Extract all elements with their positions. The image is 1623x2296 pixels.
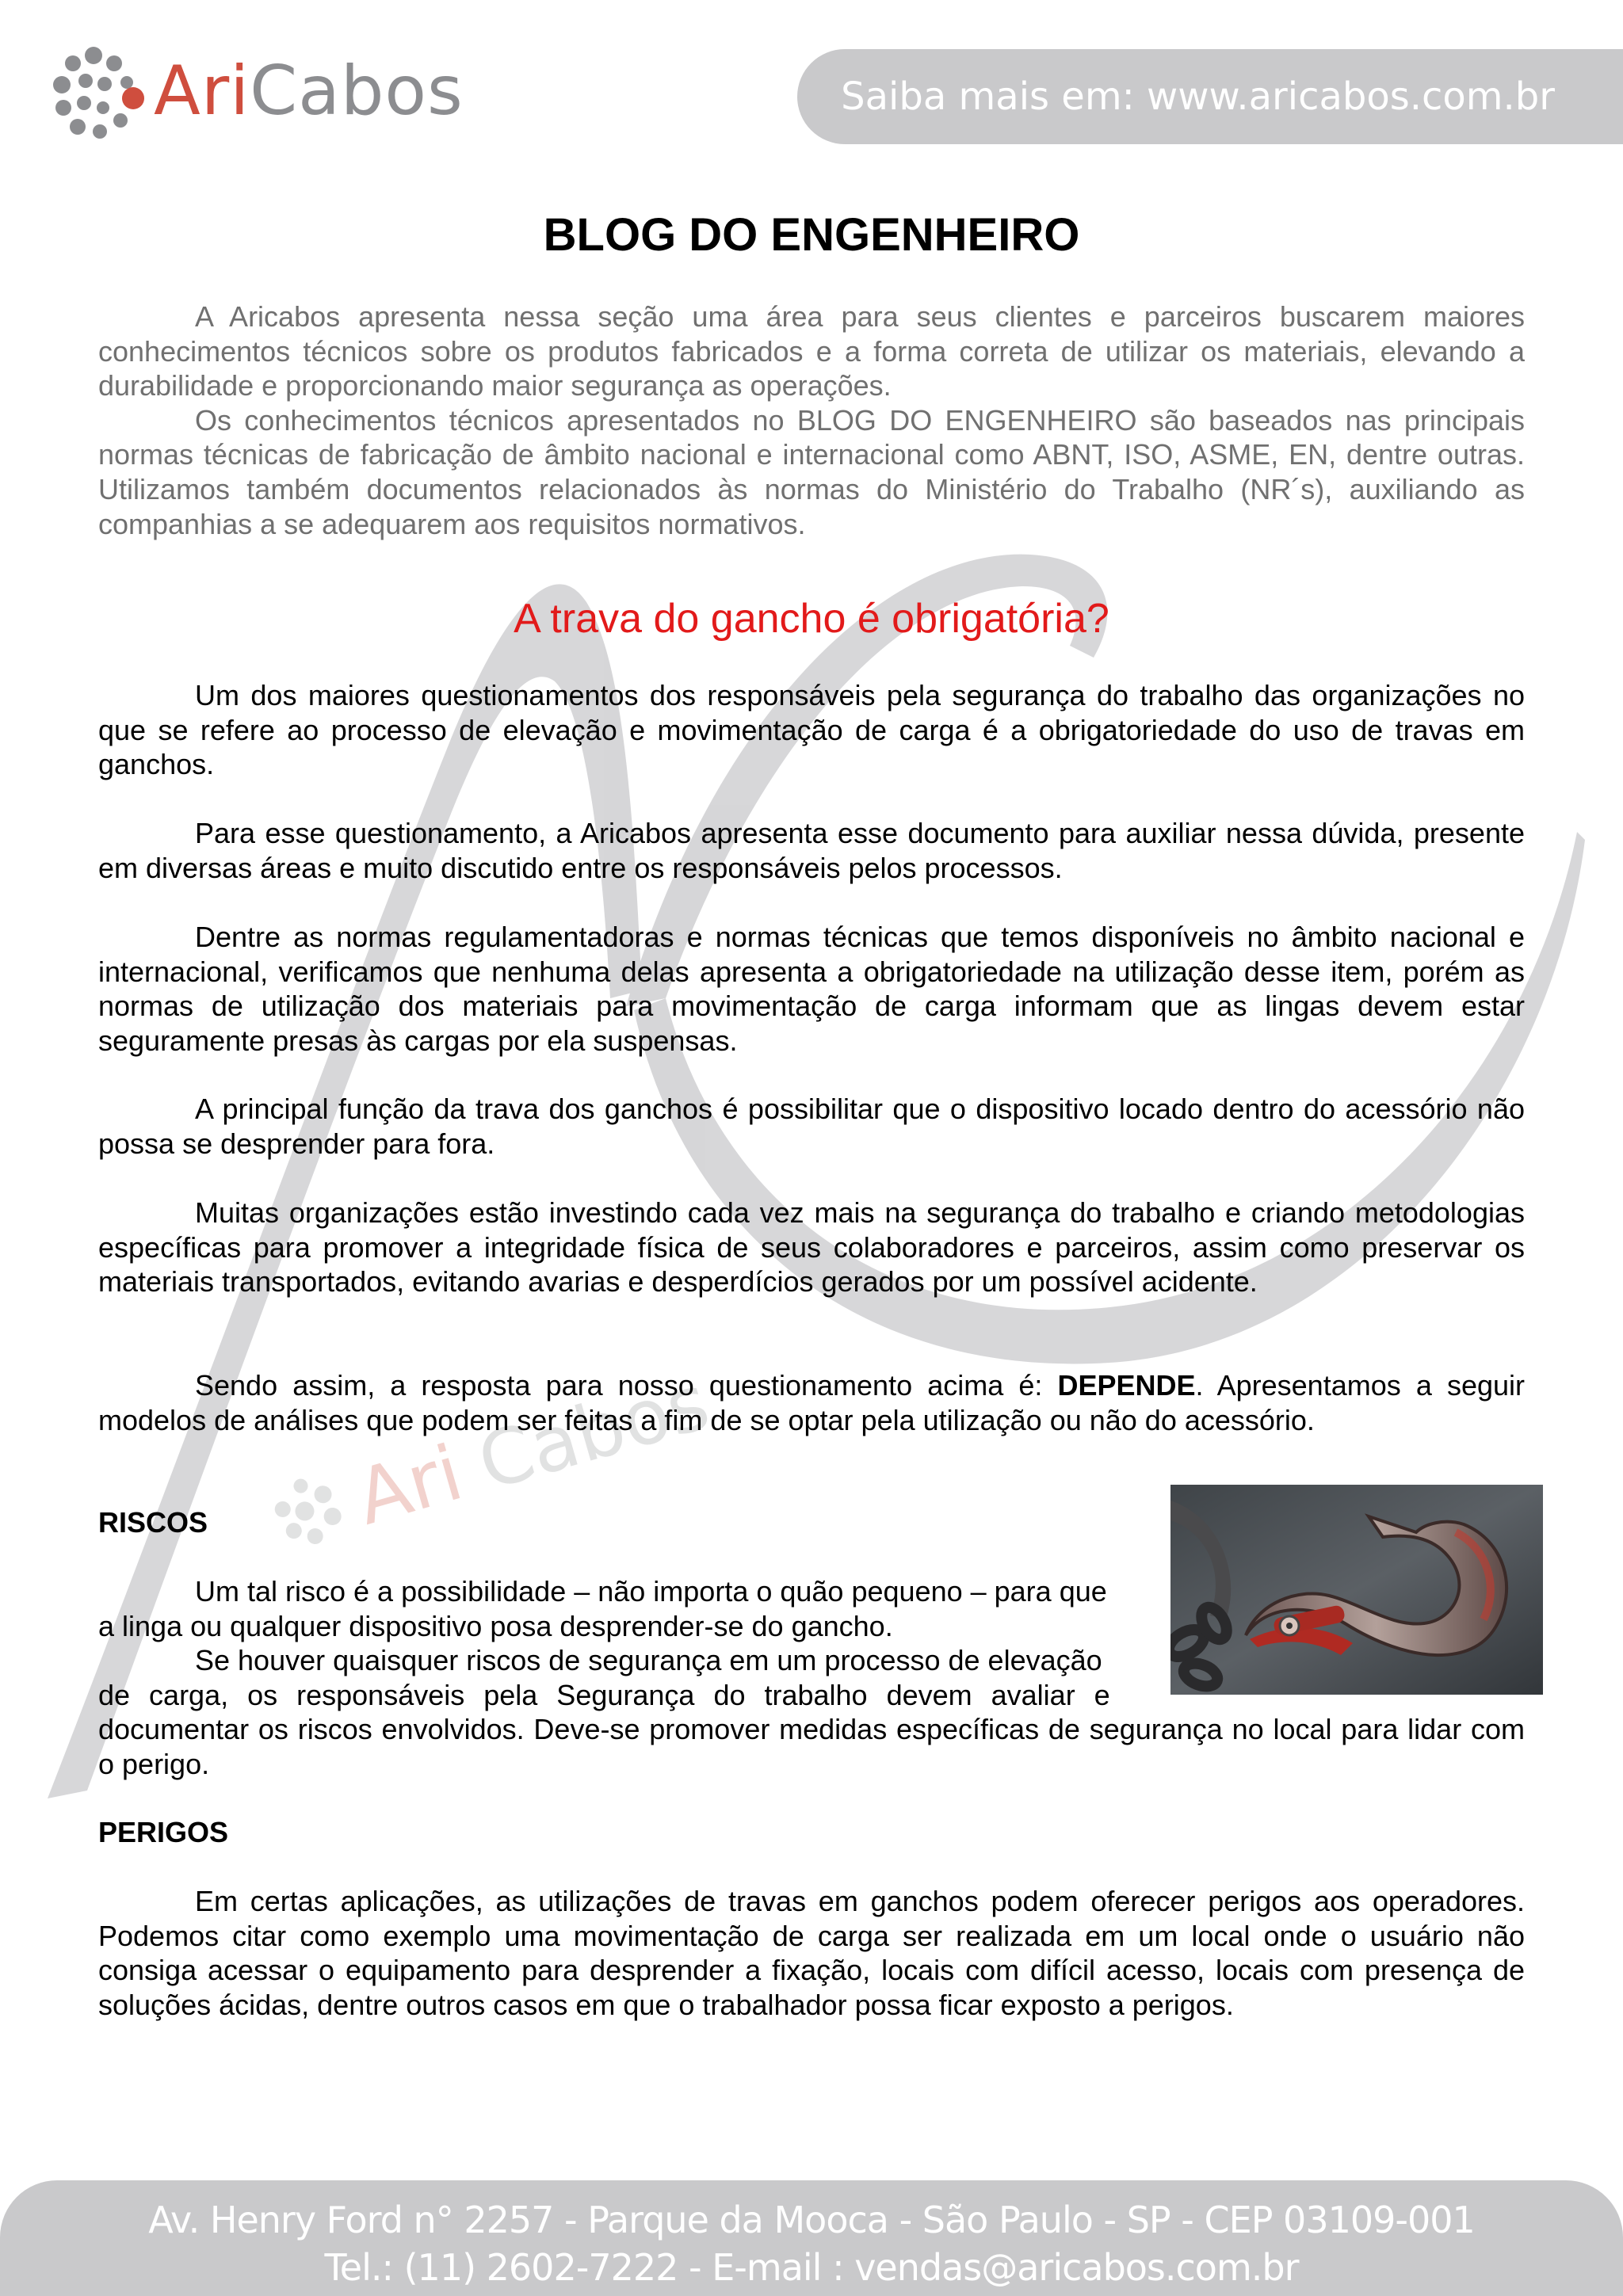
riscos-p2-line2: de carga, os responsáveis pela Segurança do trabalho devem avaliar e <box>98 1678 1110 1711</box>
article-paragraph-1 <box>98 678 1525 782</box>
article-paragraph-4 <box>98 1092 1525 1161</box>
footer-contact: Tel.: (11) 2602-7222 - E-mail : vendas@aricabos.com.br <box>324 2246 1299 2289</box>
article-title: A trava do gancho é obrigatória? <box>514 596 1109 642</box>
svg-text:Ari: Ari <box>346 1428 472 1543</box>
article-paragraph-3-text: Dentre as normas regulamentadoras e normas técnicas que temos disponíveis no âmbito nacional e internacional, verificamos que nenhuma delas apresenta a obrigatoriedade na utilização desse item, porém as normas de utilização dos materiais para movimentação de carga informam que as lingas devem estar seguramente presas às cargas por ela suspensas. <box>98 921 1525 1057</box>
article-paragraph-4-text: A principal função da trava dos ganchos é possibilitar que o dispositivo locado dentro do acessório não possa se desprender para fora. <box>98 1093 1525 1160</box>
article-paragraph-6-text <box>98 1368 1525 1437</box>
article-paragraph-5-text: Muitas organizações estão investindo cada vez mais na segurança do trabalho e criando metodologias específicas para promover a integridade física de seus colaboradores e parceiros, assim como preservar os materiais transportados, evitando avarias e desperdícios gerados por um possível acidente. <box>98 1196 1525 1299</box>
article-p6-lead: Sendo assim, a resposta para nosso questionamento acima é: <box>195 1369 1058 1402</box>
logo-text-ari: Ari <box>154 51 250 131</box>
website-banner <box>797 49 1623 144</box>
hook-photo <box>1170 1485 1543 1695</box>
article-paragraph-1-text: Um dos maiores questionamentos dos responsáveis pela segurança do trabalho das organizações no que se refere ao processo de elevação e movimentação de carga é a obrigatoriedade do uso de travas em ganchos. <box>98 679 1525 781</box>
svg-text:Cabos: Cabos <box>468 1357 719 1508</box>
riscos-p2-line1: Se houver quaisquer riscos de segurança em um processo de elevação <box>195 1644 1102 1677</box>
perigos-heading: PERIGOS <box>98 1816 229 1848</box>
intro-paragraph-2: Os conhecimentos técnicos apresentados no BLOG DO ENGENHEIRO são baseados nas principais normas técnicas de fabricação de âmbito nacional e internacional como ABNT, ISO, ASME, EN, dentre outras. Utilizamos também documentos relacionados às normas do Ministério do Trabalho (NR´s), auxiliando as companhias a se adequarem aos requisitos normativos. <box>98 403 1525 540</box>
page-title: BLOG DO ENGENHEIRO <box>543 209 1080 261</box>
footer-contact-bar <box>0 2180 1623 2296</box>
footer-address: Av. Henry Ford n° 2257 - Parque da Mooca - São Paulo - SP - CEP 03109-001 <box>148 2199 1475 2241</box>
company-logo <box>44 41 504 144</box>
article-p6-answer: DEPENDE <box>1057 1369 1196 1402</box>
riscos-p1-line2: a linga ou qualquer dispositivo posa desprender-se do gancho. <box>98 1609 893 1642</box>
website-banner-text: Saiba mais em: www.aricabos.com.br <box>841 74 1555 119</box>
logo-text-cabos: Cabos <box>250 51 464 131</box>
article-paragraph-3 <box>98 920 1525 1058</box>
article-paragraph-6 <box>98 1368 1525 1437</box>
perigos-paragraph-1-text: Em certas aplicações, as utilizações de travas em ganchos podem oferecer perigos aos operadores. Podemos citar como exemplo uma movimentação de carga ser realizada em um local onde o usuário não consiga acessar o equipamento para desprender a fixação, locais com difícil acesso, locais com presença de soluções ácidas, dentre outros casos em que o trabalhador possa ficar exposto a perigos. <box>98 1885 1525 2021</box>
intro-paragraph-1: A Aricabos apresenta nessa seção uma área para seus clientes e parceiros buscarem maiores conhecimentos técnicos sobre os produtos fabricados e a forma correta de utilizar os materiais, elevando a durabilidade e proporcionando maior segurança as operações. <box>98 300 1525 402</box>
riscos-paragraph-rest <box>98 1712 1525 1781</box>
riscos-heading: RISCOS <box>98 1506 208 1539</box>
logo-dots-icon <box>44 41 147 144</box>
perigos-paragraph-1 <box>98 1884 1525 2022</box>
riscos-wrapped-lines <box>98 1574 1160 1712</box>
logo-wordmark <box>154 48 464 135</box>
article-paragraph-2-text: Para esse questionamento, a Aricabos apresenta esse documento para auxiliar nessa dúvida, presente em diversas áreas e muito discutido entre os responsáveis pelos processos. <box>98 817 1525 884</box>
article-paragraph-5 <box>98 1196 1525 1299</box>
riscos-paragraph-rest-text: documentar os riscos envolvidos. Deve-se promover medidas específicas de segurança no local para lidar com o perigo. <box>98 1713 1525 1780</box>
article-paragraph-2 <box>98 816 1525 885</box>
riscos-p1-line1: Um tal risco é a possibilidade – não importa o quão pequeno – para que <box>195 1575 1107 1608</box>
article-p6-tail: . Apresentamos a seguir modelos de análises que podem ser feitas a fim de se optar pela utilização ou não do acessório. <box>98 1369 1526 1436</box>
intro-section <box>98 299 1525 541</box>
